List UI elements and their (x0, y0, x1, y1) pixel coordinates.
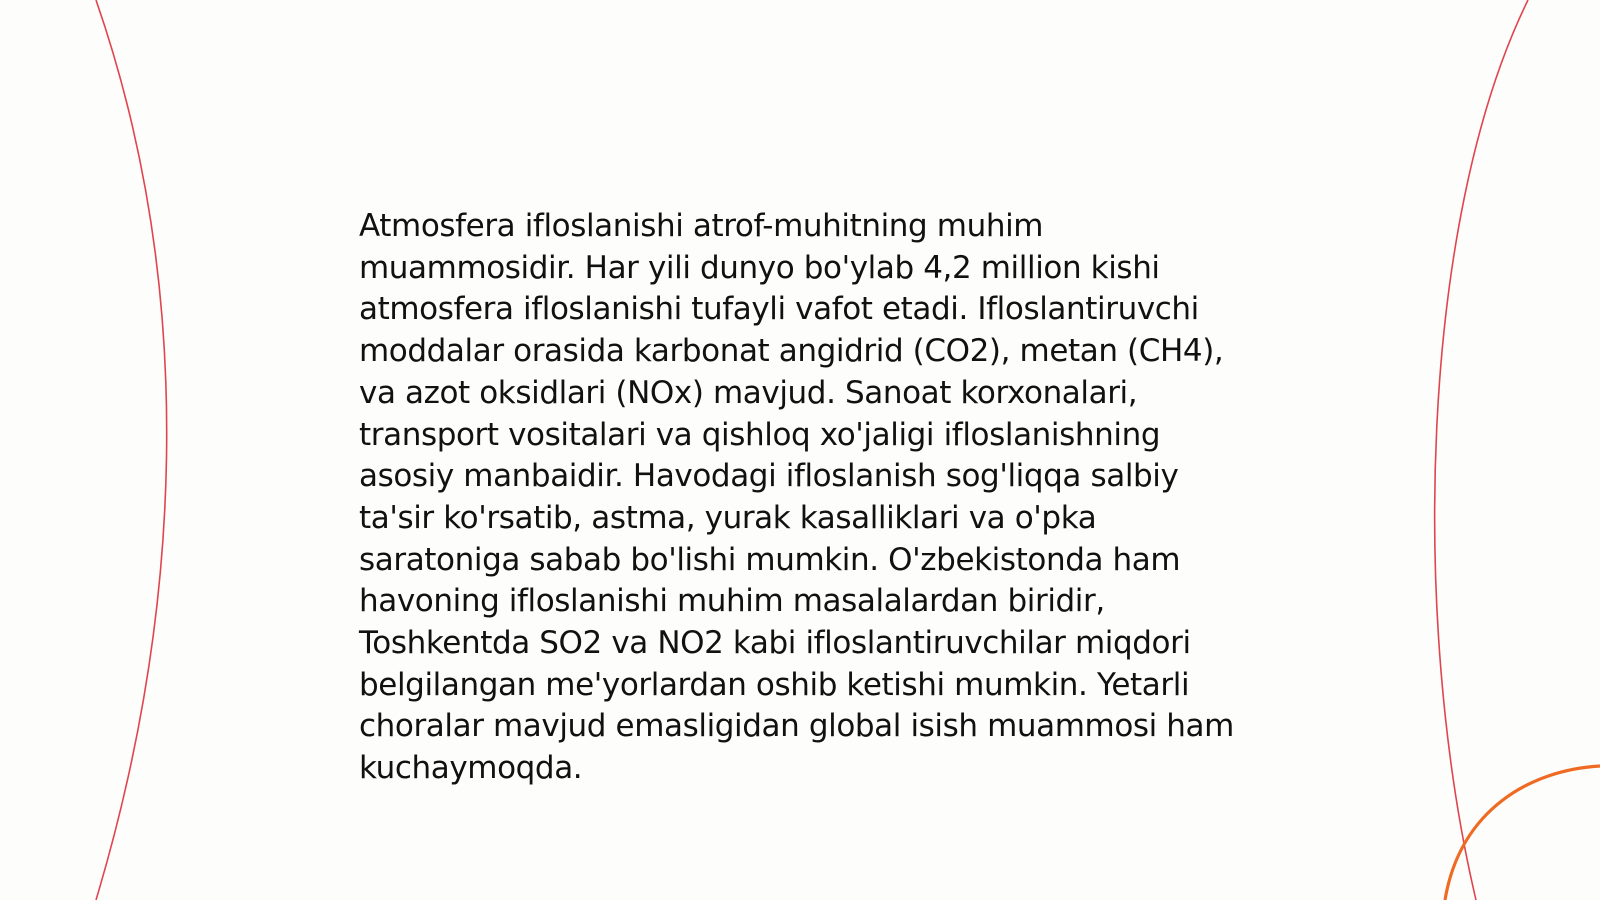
right-decor-curve (1435, 0, 1528, 900)
body-paragraph: Atmosfera ifloslanishi atrof-muhitning muhim muammosidir. Har yili dunyo bo'ylab 4,2 million kishi atmosfera ifloslanishi tufayli vafot etadi. Ifloslantiruvchi moddalar orasida karbonat angidrid (CO2), metan (CH4), va azot oksidlari (NOx) mavjud. Sanoat korxonalari, transport vositalari va qishloq xo'jaligi ifloslanishning asosiy manbaidir. Havodagi ifloslanish sog'liqqa salbiy ta'sir ko'rsatib, astma, yurak kasalliklari va o'pka saratoniga sabab bo'lishi mumkin. O'zbekistonda ham havoning ifloslanishi muhim masalalardan biridir, Toshkentda SO2 va NO2 kabi ifloslantiruvchilar miqdori belgilangan me'yorlardan oshib ketishi mumkin. Yetarli choralar mavjud emasligidan global isish muammosi ham kuchaymoqda. (359, 208, 1234, 787)
orange-accent-arc (1445, 766, 1600, 900)
left-decor-curve (96, 0, 167, 900)
